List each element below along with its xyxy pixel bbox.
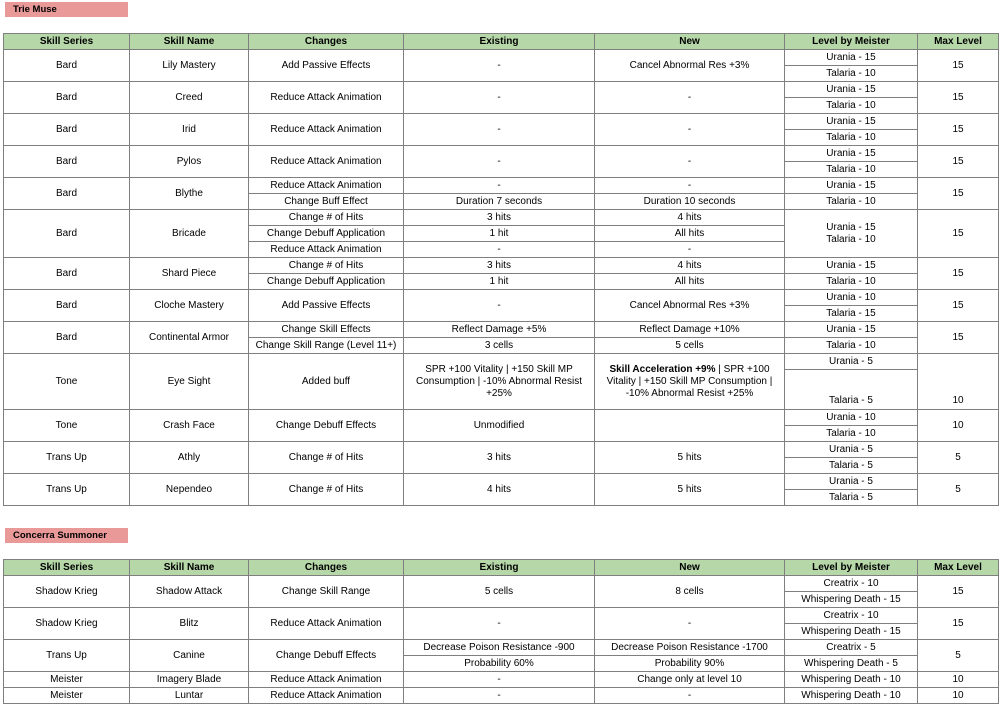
cell-skill-name: Lily Mastery	[130, 50, 249, 82]
cell-changes: Change # of Hits	[249, 474, 404, 506]
cell-new: Decrease Poison Resistance -1700	[595, 640, 785, 656]
cell-existing: 1 hit	[404, 226, 595, 242]
cell-changes: Reduce Attack Animation	[249, 242, 404, 258]
cell-meister: Talaria - 10	[785, 194, 918, 210]
cell-changes: Change Debuff Effects	[249, 640, 404, 672]
table-row	[4, 640, 999, 656]
cell-skill-name: Eye Sight	[130, 354, 249, 410]
header-skill-series: Skill Series	[4, 560, 130, 576]
cell-new: 5 hits	[595, 442, 785, 474]
header-max-level: Max Level	[918, 34, 999, 50]
cell-existing: -	[404, 114, 595, 146]
cell-series: Bard	[4, 50, 130, 82]
header-changes: Changes	[249, 560, 404, 576]
cell-changes: Added buff	[249, 354, 404, 410]
cell-meister: Creatrix - 5	[785, 640, 918, 656]
cell-series: Trans Up	[4, 640, 130, 672]
cell-new: 4 hits	[595, 210, 785, 226]
cell-new	[595, 410, 785, 442]
cell-existing: -	[404, 290, 595, 322]
cell-series: Trans Up	[4, 442, 130, 474]
cell-existing: -	[404, 146, 595, 178]
cell-existing: -	[404, 178, 595, 194]
cell-meister: Whispering Death - 10	[785, 688, 918, 704]
cell-max-level: 15	[918, 82, 999, 114]
header-changes: Changes	[249, 34, 404, 50]
header-new: New	[595, 560, 785, 576]
table-row	[4, 672, 999, 688]
cell-new: -	[595, 82, 785, 114]
cell-skill-name: Bricade	[130, 210, 249, 258]
cell-new: 4 hits	[595, 258, 785, 274]
cell-meister: Urania - 15	[785, 50, 918, 66]
cell-max-level: 15	[918, 322, 999, 354]
cell-series: Meister	[4, 688, 130, 704]
cell-existing: -	[404, 672, 595, 688]
cell-series: Tone	[4, 354, 130, 410]
cell-new: -	[595, 114, 785, 146]
table-row	[4, 178, 999, 194]
cell-max-level: 15	[918, 290, 999, 322]
header-existing: Existing	[404, 34, 595, 50]
cell-skill-name: Irid	[130, 114, 249, 146]
table-row	[4, 576, 999, 592]
cell-existing: -	[404, 242, 595, 258]
cell-new: Cancel Abnormal Res +3%	[595, 290, 785, 322]
table-row	[4, 322, 999, 338]
cell-max-level: 15	[918, 608, 999, 640]
cell-max-level: 15	[918, 258, 999, 290]
cell-new: 5 cells	[595, 338, 785, 354]
cell-skill-name: Pylos	[130, 146, 249, 178]
cell-max-level: 10	[918, 354, 999, 410]
cell-meister: Whispering Death - 15	[785, 592, 918, 608]
cell-meister: Talaria - 5	[785, 458, 918, 474]
cell-meister: Talaria - 10	[785, 274, 918, 290]
cell-existing: Unmodified	[404, 410, 595, 442]
cell-max-level: 10	[918, 410, 999, 442]
cell-series: Bard	[4, 178, 130, 210]
cell-existing: 5 cells	[404, 576, 595, 608]
table-header-row	[4, 34, 999, 50]
table-row	[4, 146, 999, 162]
cell-changes: Reduce Attack Animation	[249, 672, 404, 688]
cell-meister: Urania - 15	[785, 146, 918, 162]
cell-meister: Urania - 5	[785, 354, 918, 370]
cell-new: 5 hits	[595, 474, 785, 506]
cell-meister: Talaria - 10	[785, 66, 918, 82]
cell-existing: -	[404, 82, 595, 114]
cell-meister: Urania - 15	[785, 258, 918, 274]
cell-new: Cancel Abnormal Res +3%	[595, 50, 785, 82]
cell-changes: Change # of Hits	[249, 442, 404, 474]
cell-changes: Change Debuff Application	[249, 226, 404, 242]
cell-meister: Whispering Death - 5	[785, 656, 918, 672]
cell-skill-name: Continental Armor	[130, 322, 249, 354]
cell-series: Bard	[4, 290, 130, 322]
header-max-level: Max Level	[918, 560, 999, 576]
table-header-row	[4, 560, 999, 576]
cell-new: -	[595, 178, 785, 194]
section-label-concerra-summoner: Concerra Summoner	[5, 528, 128, 543]
meister-level: Talaria - 10	[826, 233, 876, 245]
cell-changes: Change # of Hits	[249, 258, 404, 274]
cell-existing: 4 hits	[404, 474, 595, 506]
cell-changes: Change Debuff Effects	[249, 410, 404, 442]
cell-new: Duration 10 seconds	[595, 194, 785, 210]
cell-meister: Urania - 15	[785, 114, 918, 130]
table-row	[4, 410, 999, 426]
header-skill-name: Skill Name	[130, 560, 249, 576]
cell-meister: Talaria - 10	[785, 338, 918, 354]
cell-skill-name: Shadow Attack	[130, 576, 249, 608]
header-skill-name: Skill Name	[130, 34, 249, 50]
cell-existing: Decrease Poison Resistance -900	[404, 640, 595, 656]
cell-existing: Probability 60%	[404, 656, 595, 672]
cell-existing: -	[404, 608, 595, 640]
cell-max-level: 15	[918, 178, 999, 210]
cell-max-level: 10	[918, 688, 999, 704]
cell-series: Bard	[4, 146, 130, 178]
section-label-trie-muse: Trie Muse	[5, 2, 128, 17]
cell-new: All hits	[595, 226, 785, 242]
cell-changes: Change Skill Range	[249, 576, 404, 608]
cell-meister: Urania - 5	[785, 442, 918, 458]
cell-changes: Change Buff Effect	[249, 194, 404, 210]
meister-level: Urania - 15	[826, 221, 876, 233]
cell-skill-name: Cloche Mastery	[130, 290, 249, 322]
cell-existing: 1 hit	[404, 274, 595, 290]
cell-max-level: 5	[918, 640, 999, 672]
cell-new: -	[595, 146, 785, 178]
cell-skill-name: Blythe	[130, 178, 249, 210]
cell-meister: Whispering Death - 15	[785, 624, 918, 640]
table-row	[4, 608, 999, 624]
cell-max-level: 15	[918, 50, 999, 82]
header-level-by-meister: Level by Meister	[785, 560, 918, 576]
cell-new: -	[595, 242, 785, 258]
cell-new: Change only at level 10	[595, 672, 785, 688]
cell-changes: Change # of Hits	[249, 210, 404, 226]
cell-series: Shadow Krieg	[4, 576, 130, 608]
cell-series: Bard	[4, 82, 130, 114]
cell-changes: Reduce Attack Animation	[249, 178, 404, 194]
cell-existing: Duration 7 seconds	[404, 194, 595, 210]
cell-max-level: 10	[918, 672, 999, 688]
cell-series: Bard	[4, 210, 130, 258]
cell-changes: Change Skill Effects	[249, 322, 404, 338]
skills-table-concerra-summoner	[3, 559, 999, 704]
cell-changes: Change Debuff Application	[249, 274, 404, 290]
cell-series: Bard	[4, 258, 130, 290]
cell-changes: Add Passive Effects	[249, 290, 404, 322]
cell-max-level: 5	[918, 442, 999, 474]
cell-changes: Reduce Attack Animation	[249, 688, 404, 704]
table-row	[4, 442, 999, 458]
cell-skill-name: Crash Face	[130, 410, 249, 442]
cell-changes: Add Passive Effects	[249, 50, 404, 82]
cell-existing: SPR +100 Vitality | +150 Skill MP Consumption | -10% Abnormal Resist +25%	[404, 354, 595, 410]
cell-max-level: 5	[918, 474, 999, 506]
cell-existing: -	[404, 50, 595, 82]
cell-changes: Reduce Attack Animation	[249, 608, 404, 640]
table-row	[4, 82, 999, 98]
cell-meister: Talaria - 10	[785, 130, 918, 146]
cell-max-level: 15	[918, 576, 999, 608]
cell-skill-name: Blitz	[130, 608, 249, 640]
cell-existing: 3 cells	[404, 338, 595, 354]
cell-new: 8 cells	[595, 576, 785, 608]
cell-meister: Talaria - 15	[785, 306, 918, 322]
cell-skill-name: Nependeo	[130, 474, 249, 506]
cell-series: Bard	[4, 322, 130, 354]
cell-meister: Urania - 15	[785, 178, 918, 194]
table-row	[4, 290, 999, 306]
cell-series: Shadow Krieg	[4, 608, 130, 640]
cell-series: Bard	[4, 114, 130, 146]
cell-meister: Talaria - 10	[785, 426, 918, 442]
cell-new: Reflect Damage +10%	[595, 322, 785, 338]
cell-skill-name: Shard Piece	[130, 258, 249, 290]
table-row	[4, 210, 999, 226]
cell-meister: Talaria - 10	[785, 98, 918, 114]
cell-meister: Urania - 15	[785, 82, 918, 98]
cell-series: Trans Up	[4, 474, 130, 506]
cell-meister: Urania - 5	[785, 474, 918, 490]
cell-meister: Talaria - 10	[785, 162, 918, 178]
header-new: New	[595, 34, 785, 50]
cell-meister: Talaria - 5	[785, 370, 918, 410]
cell-changes: Reduce Attack Animation	[249, 82, 404, 114]
cell-changes: Reduce Attack Animation	[249, 114, 404, 146]
cell-meister: Creatrix - 10	[785, 608, 918, 624]
cell-skill-name: Creed	[130, 82, 249, 114]
header-existing: Existing	[404, 560, 595, 576]
cell-max-level: 15	[918, 114, 999, 146]
cell-new: -	[595, 608, 785, 640]
cell-meister: Urania - 15	[785, 322, 918, 338]
cell-existing: Reflect Damage +5%	[404, 322, 595, 338]
cell-new	[595, 354, 785, 410]
cell-skill-name: Athly	[130, 442, 249, 474]
cell-skill-name: Luntar	[130, 688, 249, 704]
header-level-by-meister: Level by Meister	[785, 34, 918, 50]
cell-existing: -	[404, 688, 595, 704]
cell-changes: Change Skill Range (Level 11+)	[249, 338, 404, 354]
cell-max-level: 15	[918, 146, 999, 178]
cell-series: Tone	[4, 410, 130, 442]
table-row	[4, 114, 999, 130]
cell-meister: Talaria - 5	[785, 490, 918, 506]
cell-skill-name: Imagery Blade	[130, 672, 249, 688]
skills-table-trie-muse	[3, 33, 999, 506]
cell-existing: 3 hits	[404, 442, 595, 474]
header-skill-series: Skill Series	[4, 34, 130, 50]
cell-meister	[785, 210, 918, 258]
cell-existing: 3 hits	[404, 258, 595, 274]
cell-meister: Urania - 10	[785, 410, 918, 426]
cell-changes: Reduce Attack Animation	[249, 146, 404, 178]
cell-meister: Creatrix - 10	[785, 576, 918, 592]
cell-new: -	[595, 688, 785, 704]
table-row	[4, 688, 999, 704]
new-rest-text: | SPR +100 Vitality | +150 Skill MP Consumption | -10% Abnormal Resist +25%	[606, 363, 773, 399]
cell-new: All hits	[595, 274, 785, 290]
cell-meister: Urania - 10	[785, 290, 918, 306]
cell-series: Meister	[4, 672, 130, 688]
new-bold-text: Skill Acceleration +9%	[609, 363, 716, 375]
cell-skill-name: Canine	[130, 640, 249, 672]
table-row	[4, 50, 999, 66]
table-row	[4, 474, 999, 490]
cell-max-level: 15	[918, 210, 999, 258]
cell-existing: 3 hits	[404, 210, 595, 226]
table-row	[4, 258, 999, 274]
cell-new: Probability 90%	[595, 656, 785, 672]
table-row	[4, 354, 999, 370]
cell-meister: Whispering Death - 10	[785, 672, 918, 688]
